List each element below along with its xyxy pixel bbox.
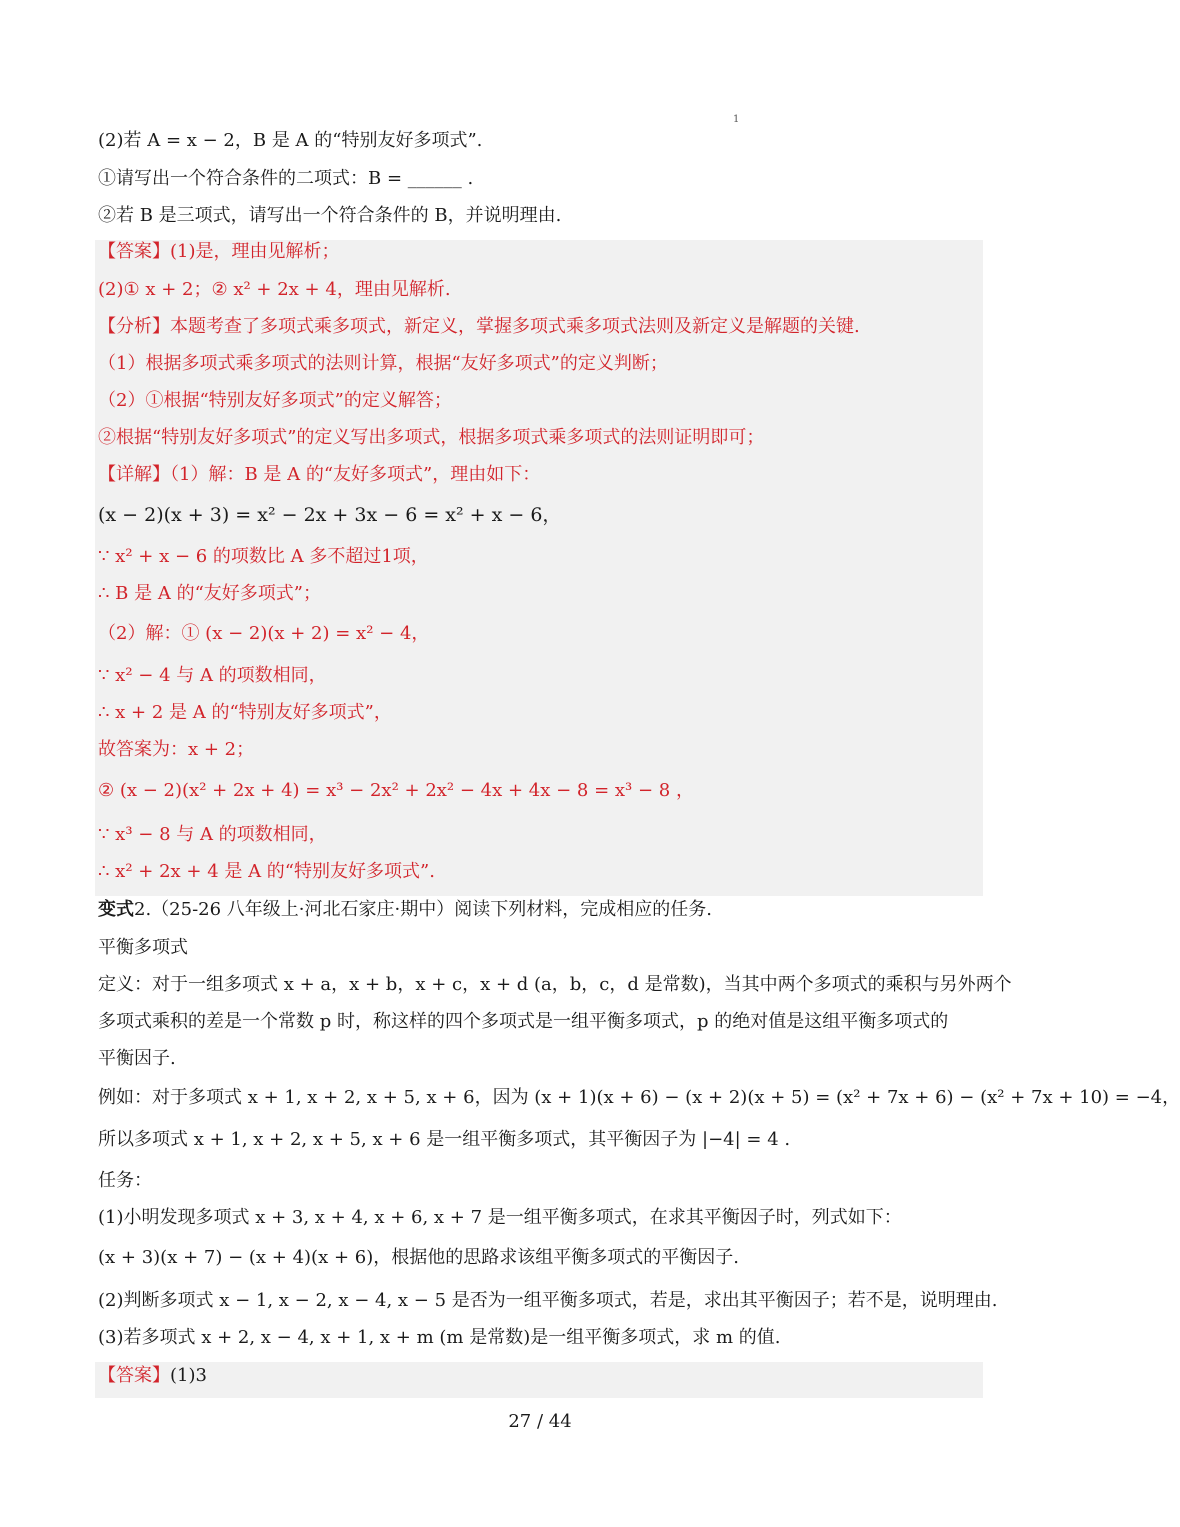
page-mark: 1: [733, 114, 740, 125]
analysis-line-1: （1）根据多项式乘多项式的法则计算，根据“友好多项式”的定义判断；: [98, 353, 668, 374]
answer2-value: (1)3: [170, 1365, 207, 1386]
example-line-2: 所以多项式 x + 1, x + 2, x + 5, x + 6 是一组平衡多项式，其平衡因子为 |−4| = 4 .: [98, 1129, 791, 1150]
tasks-label: 任务：: [98, 1170, 152, 1191]
task-3: (3)若多项式 x + 2, x − 4, x + 1, x + m (m 是常数)是一组平衡多项式，求 m 的值.: [98, 1327, 781, 1348]
therefore-line-2: ∴ x + 2 是 A 的“特别友好多项式”，: [98, 702, 392, 723]
because-line-1: ∵ x² + x − 6 的项数比 A 多不超过1项，: [98, 546, 429, 567]
answer2-line: [98, 1364, 983, 1388]
variant-label: 变式: [98, 899, 134, 920]
topic-title: 平衡多项式: [98, 937, 188, 958]
answer-line-1: 【答案】(1)是，理由见解析；: [98, 241, 340, 262]
analysis-line: 【分析】本题考查了多项式乘多项式，新定义，掌握多项式乘多项式法则及新定义是解题的关键.: [98, 316, 860, 337]
definition-line-1: 定义：对于一组多项式 x + a，x + b，x + c，x + d (a，b，c，d 是常数)，当其中两个多项式的乘积与另外两个: [98, 974, 1012, 995]
analysis-line-3: ②根据“特别友好多项式”的定义写出多项式，根据多项式乘多项式的法则证明即可；: [98, 427, 765, 448]
equation-2: ② (x − 2)(x² + 2x + 4) = x³ − 2x² + 2x² − 4x + 4x − 8 = x³ − 8 ，: [98, 780, 694, 801]
answer-line-2: (2)① x + 2；② x² + 2x + 4，理由见解析.: [98, 279, 451, 300]
example-line-1: 例如：对于多项式 x + 1, x + 2, x + 5, x + 6，因为 (x + 1)(x + 6) − (x + 2)(x + 5) = (x² + 7x + 6) − (x² + 7x + 10) = −4，: [98, 1087, 1180, 1108]
task-2: (2)判断多项式 x − 1, x − 2, x − 4, x − 5 是否为一组平衡多项式，若是，求出其平衡因子；若不是，说明理由.: [98, 1290, 998, 1311]
part2-equation: （2）解：① (x − 2)(x + 2) = x² − 4，: [98, 623, 430, 644]
so-answer-line: 故答案为：x + 2；: [98, 739, 255, 760]
equation-1: (x − 2)(x + 3) = x² − 2x + 3x − 6 = x² + x − 6，: [98, 504, 562, 526]
because-line-3: ∵ x³ − 8 与 A 的项数相同，: [98, 824, 327, 845]
page-number: 27 / 44: [508, 1411, 572, 1432]
detail-line: 【详解】（1）解：B 是 A 的“友好多项式”，理由如下：: [98, 464, 541, 485]
variant-heading-text: 2.（25-26 八年级上·河北石家庄·期中）阅读下列材料，完成相应的任务.: [134, 899, 712, 920]
answer2-tag: 【答案】: [98, 1365, 170, 1386]
definition-line-3: 平衡因子.: [98, 1048, 176, 1069]
analysis-line-2: （2）①根据“特别友好多项式”的定义解答；: [98, 390, 452, 411]
question-part2-sub1: ①请写出一个符合条件的二项式：B = ______ .: [98, 168, 474, 189]
therefore-line-1: ∴ B 是 A 的“友好多项式”；: [98, 583, 321, 604]
task-1-line-b: (x + 3)(x + 7) − (x + 4)(x + 6)，根据他的思路求该组平衡多项式的平衡因子.: [98, 1247, 739, 1268]
because-line-2: ∵ x² − 4 与 A 的项数相同，: [98, 665, 327, 686]
question-part2-sub2: ②若 B 是三项式，请写出一个符合条件的 B，并说明理由.: [98, 205, 562, 226]
therefore-line-3: ∴ x² + 2x + 4 是 A 的“特别友好多项式”.: [98, 861, 435, 882]
definition-line-2: 多项式乘积的差是一个常数 p 时，称这样的四个多项式是一组平衡多项式，p 的绝对值是这组平衡多项式的: [98, 1011, 949, 1032]
variant2-heading: [98, 898, 983, 922]
task-1-line-a: (1)小明发现多项式 x + 3, x + 4, x + 6, x + 7 是一组平衡多项式，在求其平衡因子时，列式如下：: [98, 1207, 902, 1228]
question-part2-title: (2)若 A = x − 2，B 是 A 的“特别友好多项式”.: [98, 130, 483, 151]
